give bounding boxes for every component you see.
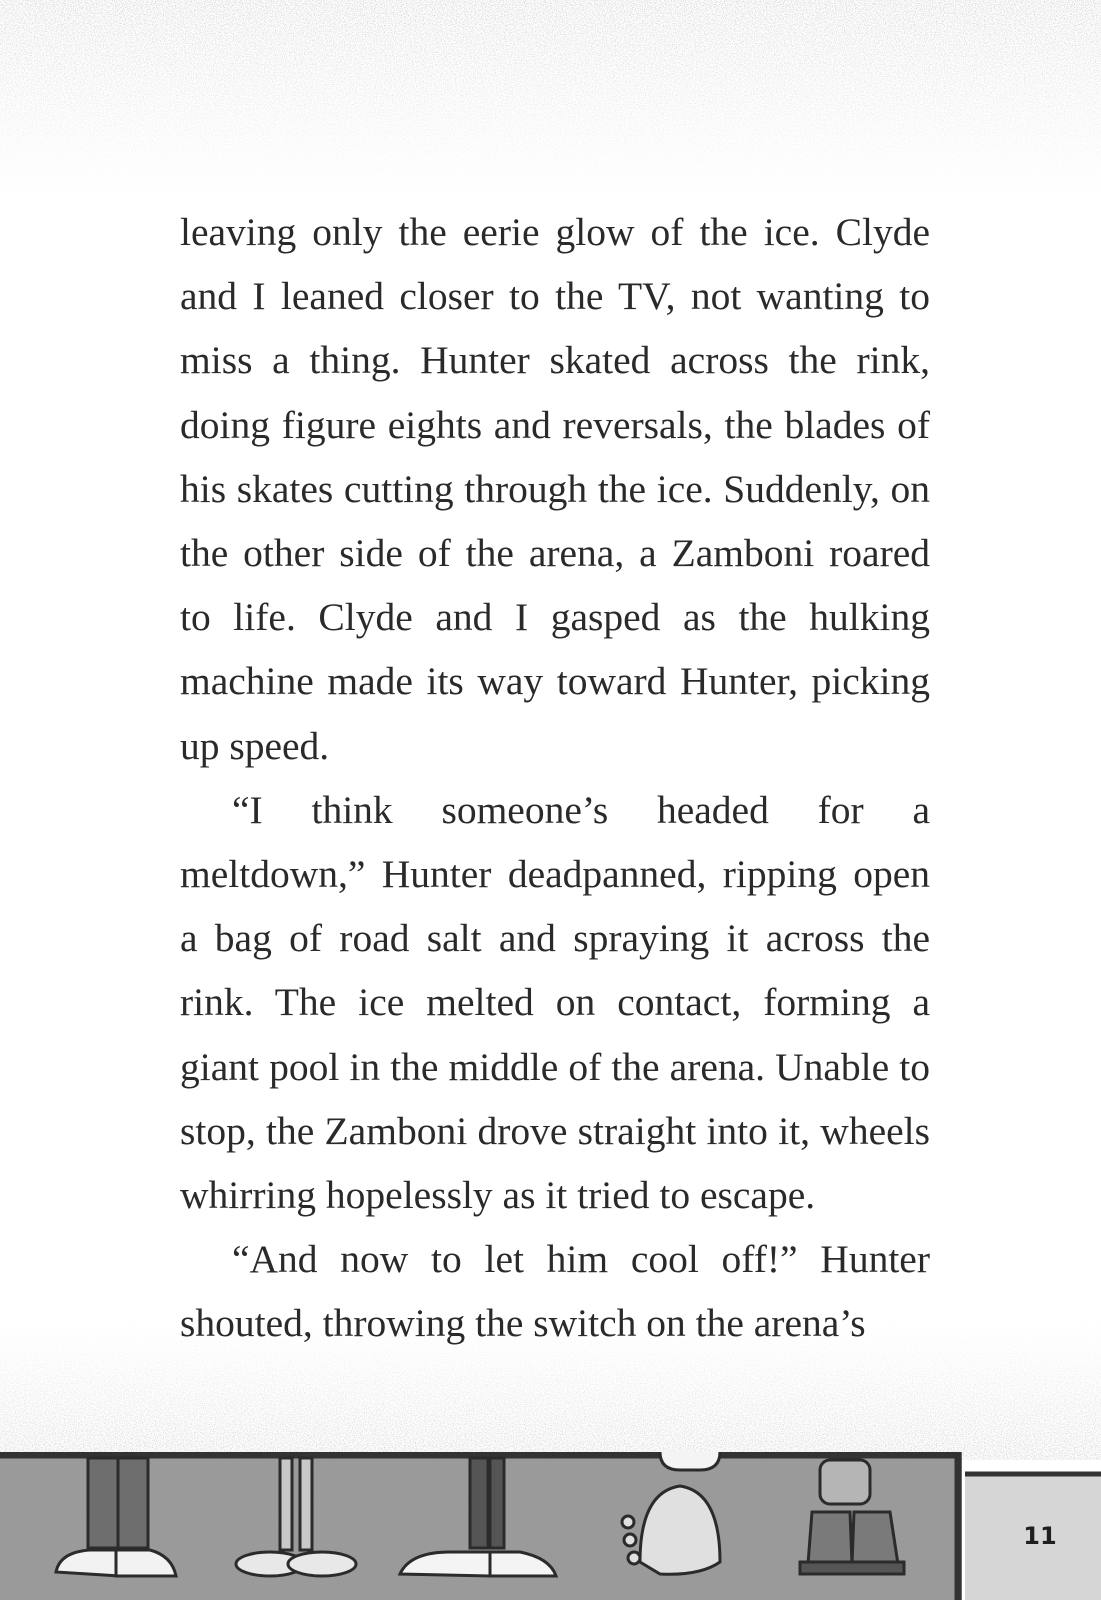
paragraph-1: leaving only the eerie glow of the ice. Clyde and I leaned closer to the TV, not wanting to miss a thing. Hunter skated across the rink, doing figure eights and reversals, the blades of his skates cutting through the ice. Suddenly, on the other side of the arena, a Zamboni roared to life. Clyde and I gasped as the hulking machine made its way toward Hunter, picking up speed. (180, 210, 930, 768)
page-number: 11 (1023, 1522, 1057, 1550)
paragraph-2: “I think someone’s headed for a meltdown,” Hunter deadpanned, ripping open a bag of road salt and spraying it across the rink. The ice melted on contact, forming a giant pool in the middle of the arena. Unable to stop, the Zamboni drove straight into it, wheels whirring hopelessly as it tried to escape. (180, 787, 930, 1218)
footer-illustration-strip (0, 1452, 1101, 1600)
paragraph-3: “And now to let him cool off!” Hunter shouted, throwing the switch on the arena’s (180, 1237, 930, 1346)
story-text (180, 200, 930, 1356)
